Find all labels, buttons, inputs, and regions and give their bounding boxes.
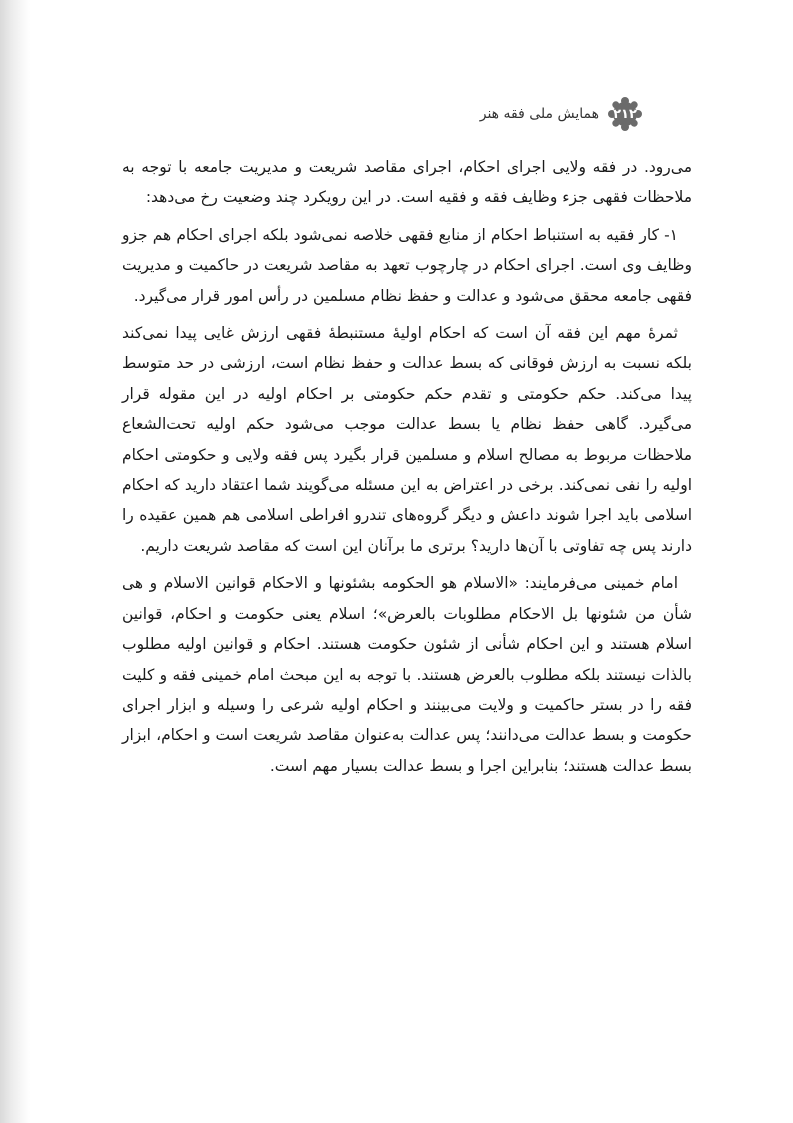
paragraph-1: می‌رود. در فقه ولایی اجرای احکام، اجرای مقاصد شریعت و مدیریت جامعه با توجه به ملاحظات فقهی جزء وظایف فقه و فقیه است. در این رویکرد چند وضعیت رخ می‌دهد: [122, 158, 692, 207]
paragraph-4: امام خمینی می‌فرمایند: «الاسلام هو الحکومه بشئونها و الاحکام قوانین الاسلام و هی شأن من شئونها بل الاحکام مطلوبات بالعرض»؛ اسلام یعنی حکومت و احکام، قوانین اسلام هستند و این احکام شأنی از شئون حکومت هستند. احکام و قوانین اولیه مطلوب بالذات نیستند بلکه مطلوب بالعرض هستند. با توجه به این مبحث امام خمینی فقه و کلیت فقه را در بستر حاکمیت و ولایت می‌بینند و احکام اولیه شرعی را وسیله و ابزار اجرای حکومت و بسط عدالت می‌دانند؛ پس عدالت به‌عنوان مقاصد شریعت است و احکام، ابزار بسط عدالت هستند؛ بنابراین اجرا و بسط عدالت بسیار مهم است. [122, 574, 692, 775]
page-gutter-shadow [0, 0, 30, 1123]
paragraph-3: ثمرهٔ مهم این فقه آن است که احکام اولیهٔ مستنبطهٔ فقهی ارزش غایی پیدا نمی‌کند بلکه نسبت به ارزش فوقانی که بسط عدالت و حفظ نظام است، ارزشی در حد متوسط پیدا می‌کند. حکم حکومتی و تقدم حکم حکومتی بر احکام اولیه در این مقوله قرار می‌گیرد. گاهی حفظ نظام یا بسط عدالت موجب می‌شود حکم اولیه تحت‌الشعاع ملاحظات مربوط به مصالح اسلام و مسلمین قرار بگیرد پس فقه ولایی و حکومتی احکام اولیه را نفی نمی‌کند. برخی در اعتراض به این مسئله می‌گویند شما اعتقاد دارید که احکام اسلامی باید اجرا شوند داعش و دیگر گروه‌های تندرو افراطی اسلامی هم همین عقیده را دارند پس چه تفاوتی با آن‌ها دارید؟ برتری ما برآنان این است که مقاصد شریعت داریم. [122, 324, 692, 555]
page-number-badge [607, 96, 643, 132]
page-number: ۲۱۲ [613, 106, 637, 122]
running-title: همایش ملی فقه هنر [479, 106, 599, 122]
page-header [480, 96, 643, 132]
body-text [122, 152, 692, 788]
paragraph-2: ۱- کار فقیه به استنباط احکام از منابع فقهی خلاصه نمی‌شود بلکه اجرای احکام هم جزو وظایف وی است. اجرای احکام در چارچوب تعهد به مقاصد شریعت در حاکمیت و مدیریت فقهی جامعه محقق می‌شود و عدالت و حفظ نظام مسلمین در رأس امور قرار می‌گیرد. [122, 225, 692, 305]
